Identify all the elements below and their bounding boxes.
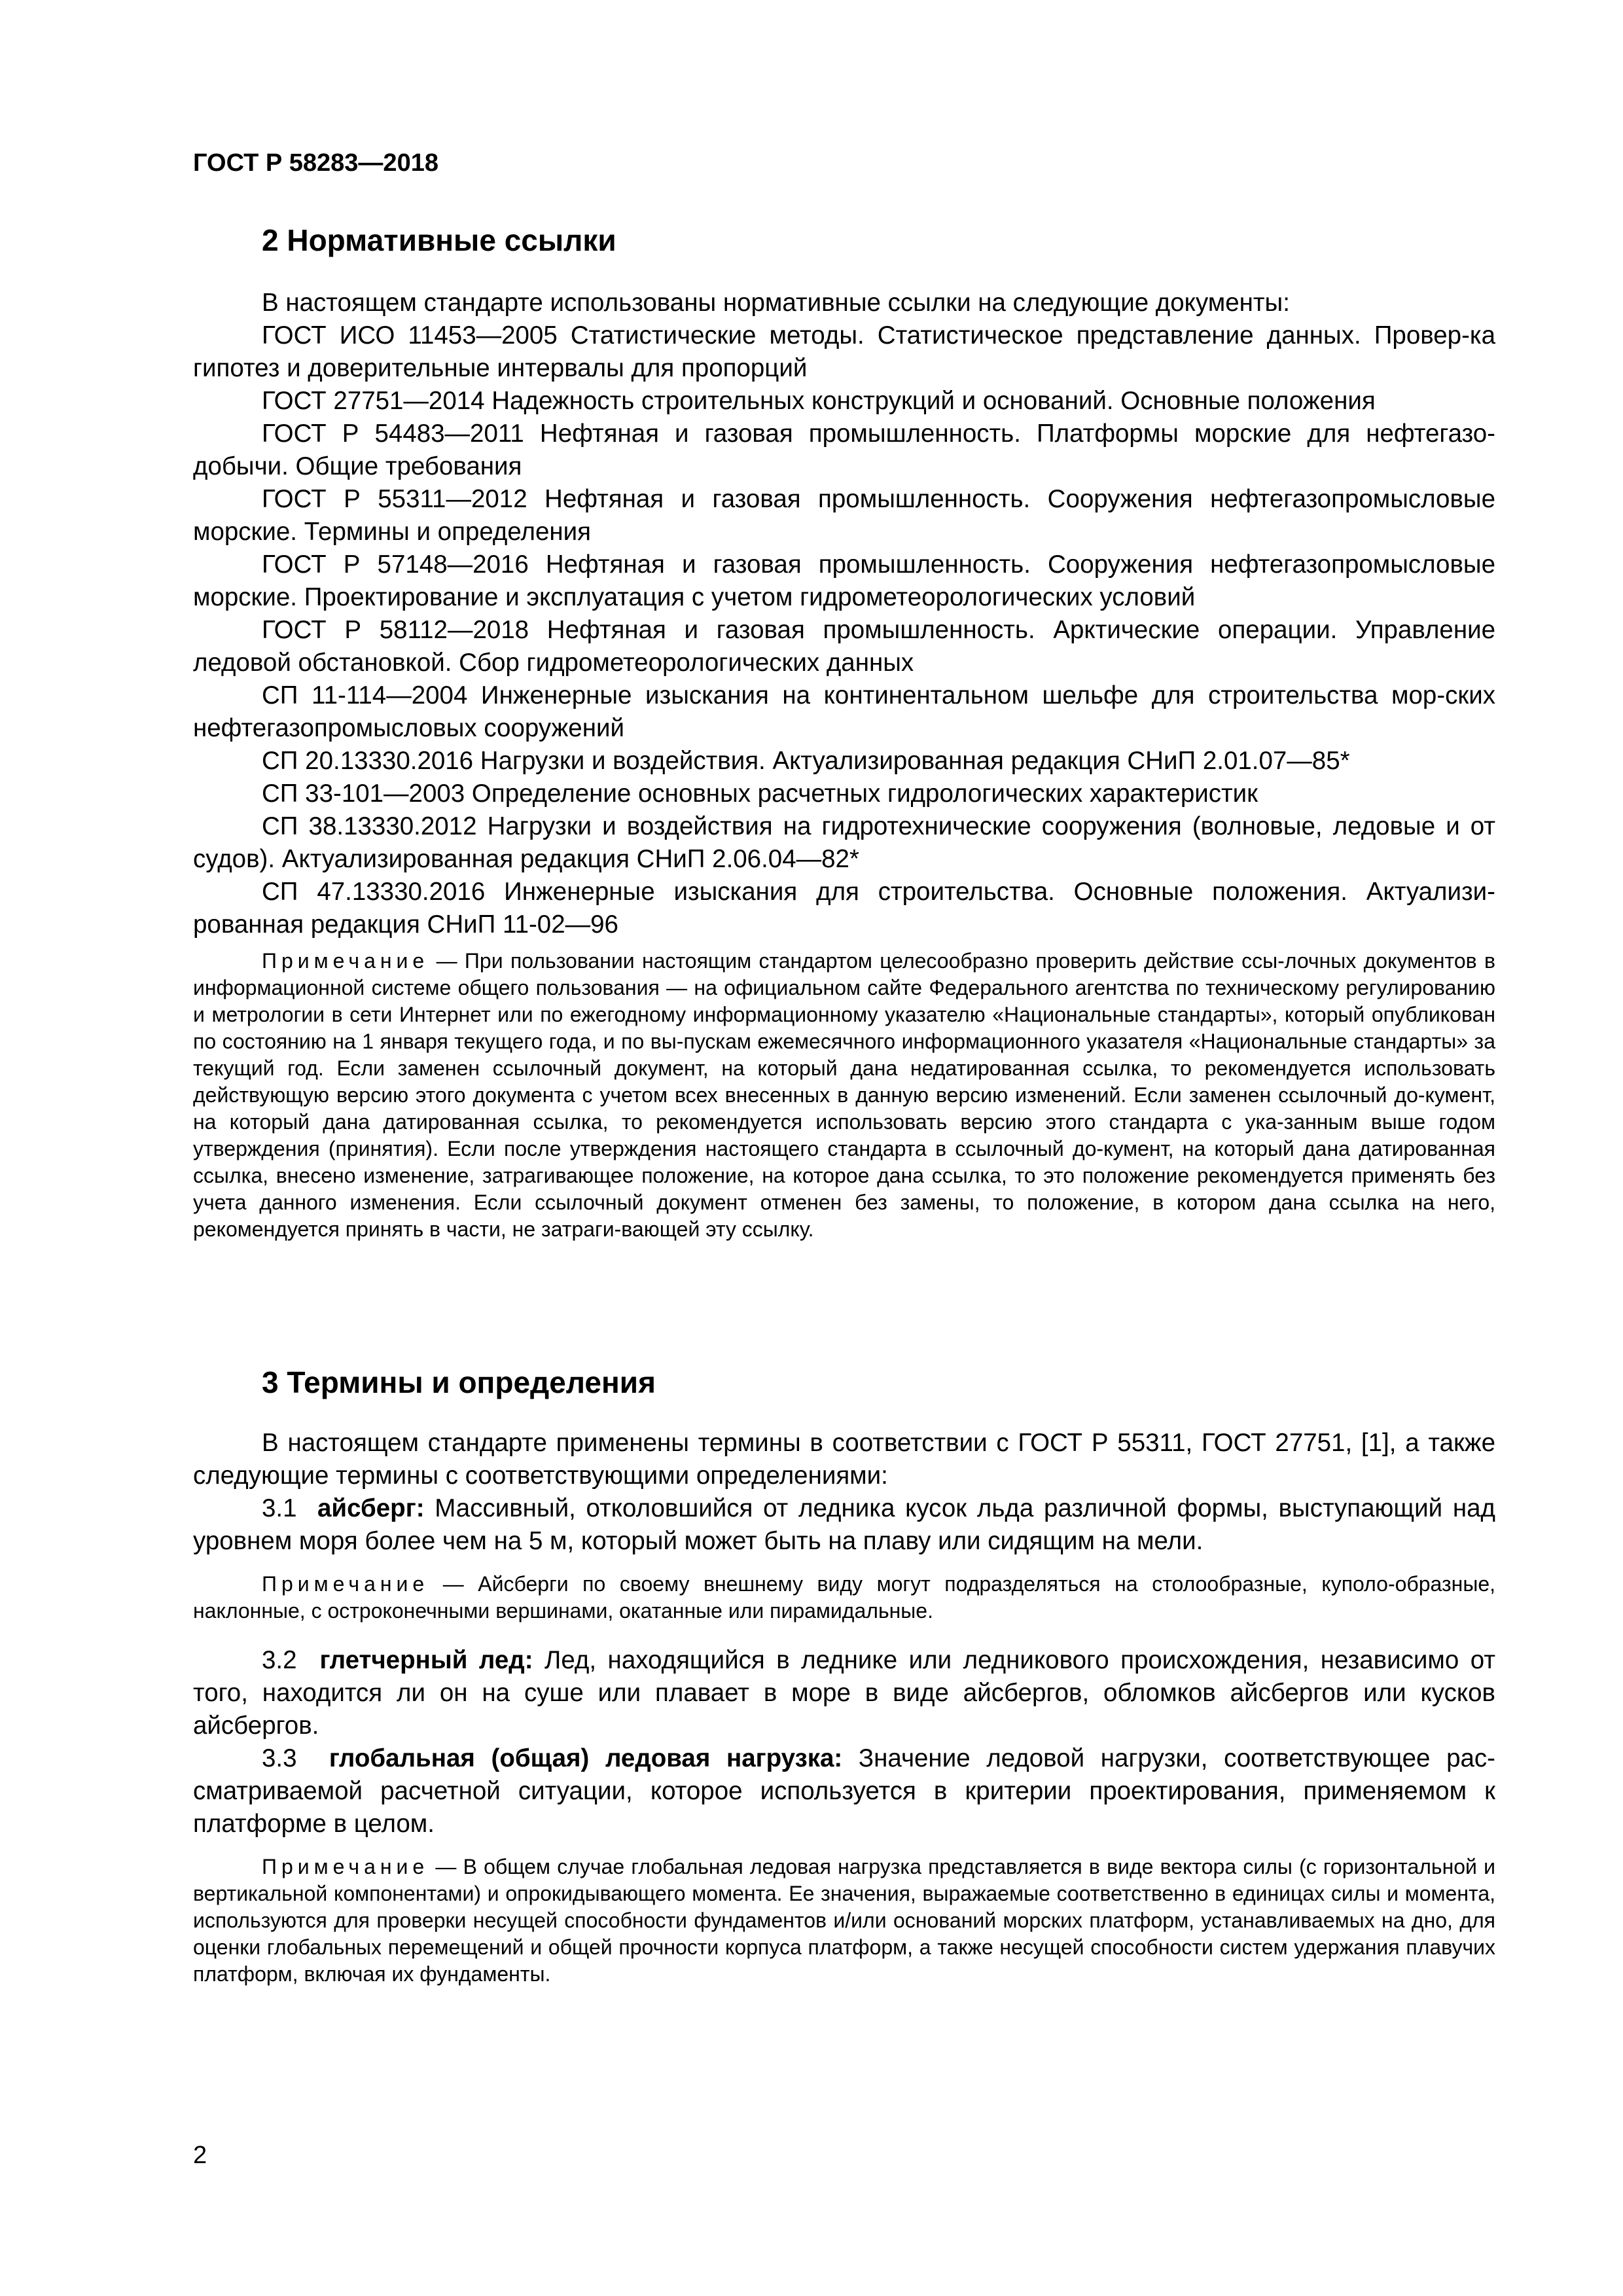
note-label: Примечание (262, 1572, 429, 1596)
note-text: — Айсберги по своему внешнему виду могут подразделяться на столообразные, куполо-образные, наклонные, с остроконечными вершинами, окатанные или пирамидальные. (193, 1572, 1495, 1623)
section-3-intro: В настоящем стандарте применены термины в соответствии с ГОСТ Р 55311, ГОСТ 27751, [1], а также следующие термины с соответствующими определениями: (193, 1429, 1495, 1490)
reference-item: ГОСТ Р 54483—2011 Нефтяная и газовая промышленность. Платформы морские для нефтегазо-добычи. Общие требования (193, 420, 1495, 480)
section-2-title: 2 Нормативные ссылки (262, 223, 616, 257)
term-1-note (193, 1571, 1495, 1624)
term-number: 3.2 (262, 1646, 297, 1674)
term-definition: Массивный, отколовшийся от ледника кусок льда различной формы, выступающий над уровнем моря более чем на 5 м, который может быть на плаву или сидящим на мели. (193, 1494, 1495, 1555)
reference-item: ГОСТ 27751—2014 Надежность строительных конструкций и оснований. Основные положения (262, 387, 1376, 415)
reference-item: ГОСТ ИСО 11453—2005 Статистические методы. Статистическое представление данных. Провер-ка гипотез и доверительные интервалы для пропорций (193, 321, 1495, 382)
reference-item: ГОСТ Р 58112—2018 Нефтяная и газовая промышленность. Арктические операции. Управление ледовой обстановкой. Сбор гидрометеорологических данных (193, 616, 1495, 677)
note-text: — В общем случае глобальная ледовая нагрузка представляется в виде вектора силы (с горизонтальной и вертикальной компонентами) и опрокидывающего момента. Ее значения, выражаемые соответственно в единицах силы и момента, используются для проверки несущей способности фундаментов и/или оснований морских платформ, устанавливаемых на дно, для оценки глобальных перемещений и общей прочности корпуса платформ, а также несущей способности систем удержания плавучих платформ, включая их фундаменты. (193, 1855, 1495, 1986)
term-name: глетчерный лед: (319, 1646, 533, 1674)
section-3-title: 3 Термины и определения (262, 1365, 656, 1399)
reference-item: СП 20.13330.2016 Нагрузки и воздействия. Актуализированная редакция СНиП 2.01.07—85* (262, 747, 1350, 775)
section-2-intro: В настоящем стандарте использованы нормативные ссылки на следующие документы: (262, 289, 1290, 317)
term-name: глобальная (общая) ледовая нагрузка: (329, 1744, 843, 1772)
reference-item: СП 38.13330.2012 Нагрузки и воздействия на гидротехнические сооружения (волновые, ледовые и от судов). Актуализированная редакция СНиП 2.06.04—82* (193, 812, 1495, 873)
document-code: ГОСТ Р 58283—2018 (193, 149, 438, 177)
term-entry (193, 1492, 1495, 1558)
reference-item: ГОСТ Р 57148—2016 Нефтяная и газовая промышленность. Сооружения нефтегазопромысловые морские. Проектирование и эксплуатация с учетом гидрометеорологических условий (193, 550, 1495, 611)
term-definition: Значение ледовой нагрузки, соответствующее рас-сматриваемой расчетной ситуации, которое используется в критерии проектирования, применяемом к платформе в целом. (193, 1744, 1495, 1838)
term-number: 3.1 (262, 1494, 297, 1522)
term-entry (193, 1644, 1495, 1742)
page-number: 2 (193, 2142, 207, 2169)
reference-item: СП 33-101—2003 Определение основных расчетных гидрологических характеристик (262, 780, 1258, 808)
reference-item: СП 47.13330.2016 Инженерные изыскания для строительства. Основные положения. Актуализи-рованная редакция СНиП 11-02—96 (193, 878, 1495, 939)
term-name: айсберг: (317, 1494, 425, 1522)
note-label: Примечание (262, 1855, 429, 1878)
term-definition: Лед, находящийся в леднике или ледникового происхождения, независимо от того, находится ли он на суше или плавает в море в виде айсбергов, обломков айсбергов или кусков айсбергов. (193, 1646, 1495, 1740)
term-number: 3.3 (262, 1744, 297, 1772)
term-3-note (193, 1854, 1495, 1988)
section-2-body (193, 287, 1495, 941)
section-3-body (193, 1427, 1495, 1558)
term-entry (193, 1742, 1495, 1840)
section-2-note (193, 948, 1495, 1243)
note-label: Примечание (262, 949, 429, 973)
reference-item: ГОСТ Р 55311—2012 Нефтяная и газовая промышленность. Сооружения нефтегазопромысловые морские. Термины и определения (193, 485, 1495, 546)
reference-item: СП 11-114—2004 Инженерные изыскания на континентальном шельфе для строительства мор-ских нефтегазопромысловых сооружений (193, 681, 1495, 742)
section-3-terms-cont (193, 1644, 1495, 1840)
note-text: — При пользовании настоящим стандартом целесообразно проверить действие ссы-лочных документов в информационной системе общего пользования — на официальном сайте Федерального агентства по техническому регулированию и метрологии в сети Интернет или по ежегодному информационному указателю «Национальные стандарты», который опубликован по состоянию на 1 января текущего года, и по вы-пускам ежемесячного информационного указателя «Национальные стандарты» за текущий год. Если заменен ссылочный документ, на который дана недатированная ссылка, то рекомендуется использовать действующую версию этого документа с учетом всех внесенных в данную версию изменений. Если заменен ссылочный до-кумент, на который дана датированная ссылка, то рекомендуется использовать версию этого стандарта с ука-занным выше годом утверждения (принятия). Если после утверждения настоящего стандарта в ссылочный до-кумент, на который дана датированная ссылка, внесено изменение, затрагивающее положение, на которое дана ссылка, то это положение рекомендуется применять без учета данного изменения. Если ссылочный документ отменен без замены, то положение, в котором дана ссылка на него, рекомендуется принять в части, не затраги-вающей эту ссылку. (193, 949, 1495, 1241)
